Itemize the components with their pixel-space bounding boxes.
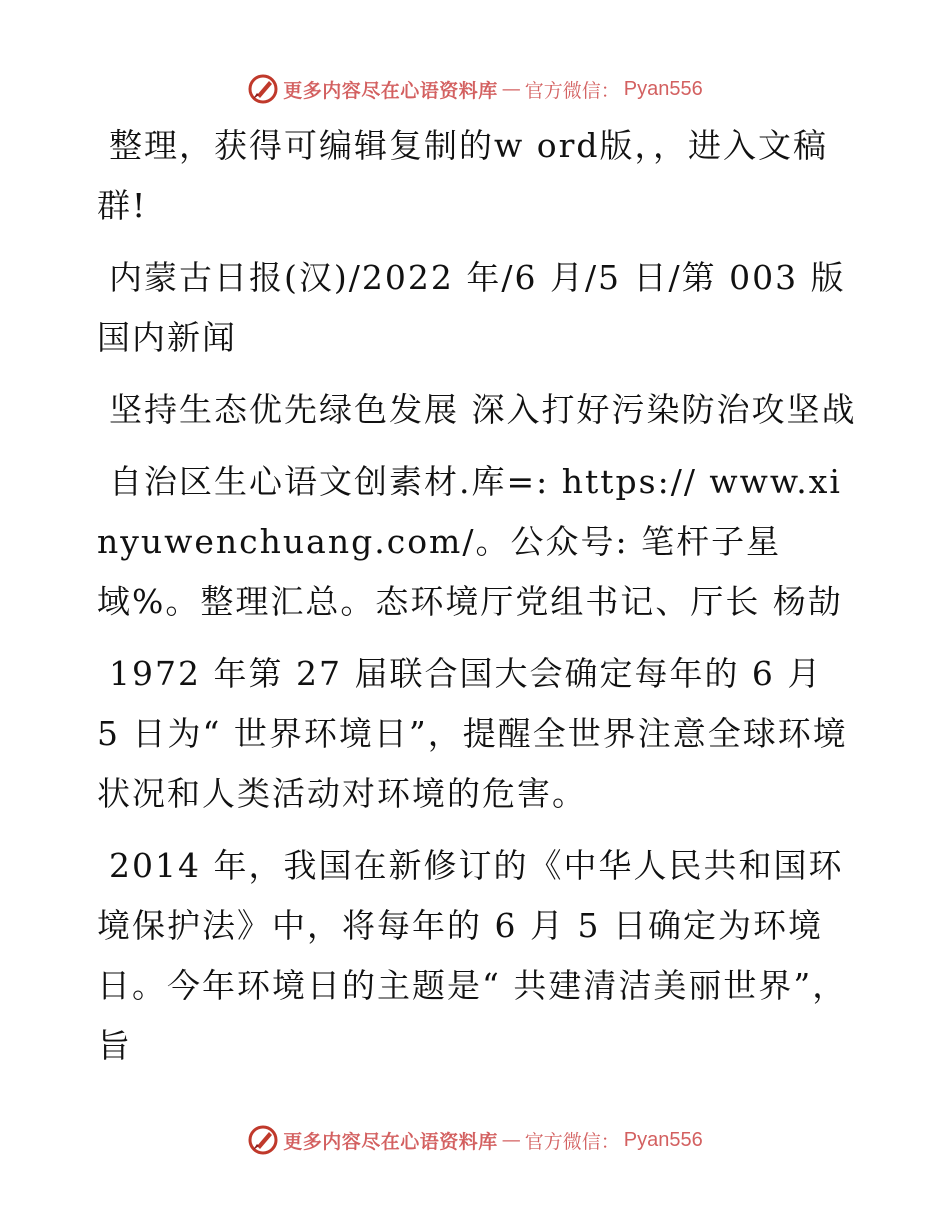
banner-dash: —	[501, 78, 521, 100]
banner-text: 更多内容尽在心语资料库	[283, 79, 498, 102]
paragraph-5: 1972 年第 27 届联合国大会确定每年的 6 月 5 日为“ 世界环境日”，提醒全世界注意全球环境状况和人类活动对环境的危害。	[97, 654, 848, 813]
banner-wechat-label: 官方微信：	[524, 1130, 620, 1153]
paragraph-1: 整理，获得可编辑复制的w ord版，，进入文稿群!	[97, 126, 829, 225]
banner-wechat-id: Pyan556	[623, 77, 703, 100]
paragraph-6: 2014 年，我国在新修订的《中华人民共和国环境保护法》中，将每年的 6 月 5 日确定为环境日。今年环境日的主题是“ 共建清洁美丽世界”，旨	[97, 846, 848, 1065]
footer-watermark-banner	[0, 1122, 950, 1158]
pen-logo-icon	[247, 1124, 279, 1156]
paragraph-3: 坚持生态优先绿色发展 深入打好污染防治攻坚战	[109, 390, 857, 429]
banner-dash: —	[501, 1129, 521, 1151]
document-body	[97, 116, 857, 1076]
pen-logo-icon	[247, 73, 279, 105]
banner-wechat-id: Pyan556	[623, 1128, 703, 1151]
banner-text: 更多内容尽在心语资料库	[283, 1130, 498, 1153]
banner-wechat-label: 官方微信：	[524, 79, 620, 102]
header-watermark-banner	[0, 71, 950, 107]
paragraph-4: 自治区生心语文创素材.库=: https:// www.xinyuwenchuang.com/。公众号: 笔杆子星域%。整理汇总。态环境厅党组书记、厅长 杨劼	[97, 462, 843, 621]
paragraph-2: 内蒙古日报(汉)/2022 年/6 月/5 日/第 003 版国内新闻	[97, 258, 846, 357]
